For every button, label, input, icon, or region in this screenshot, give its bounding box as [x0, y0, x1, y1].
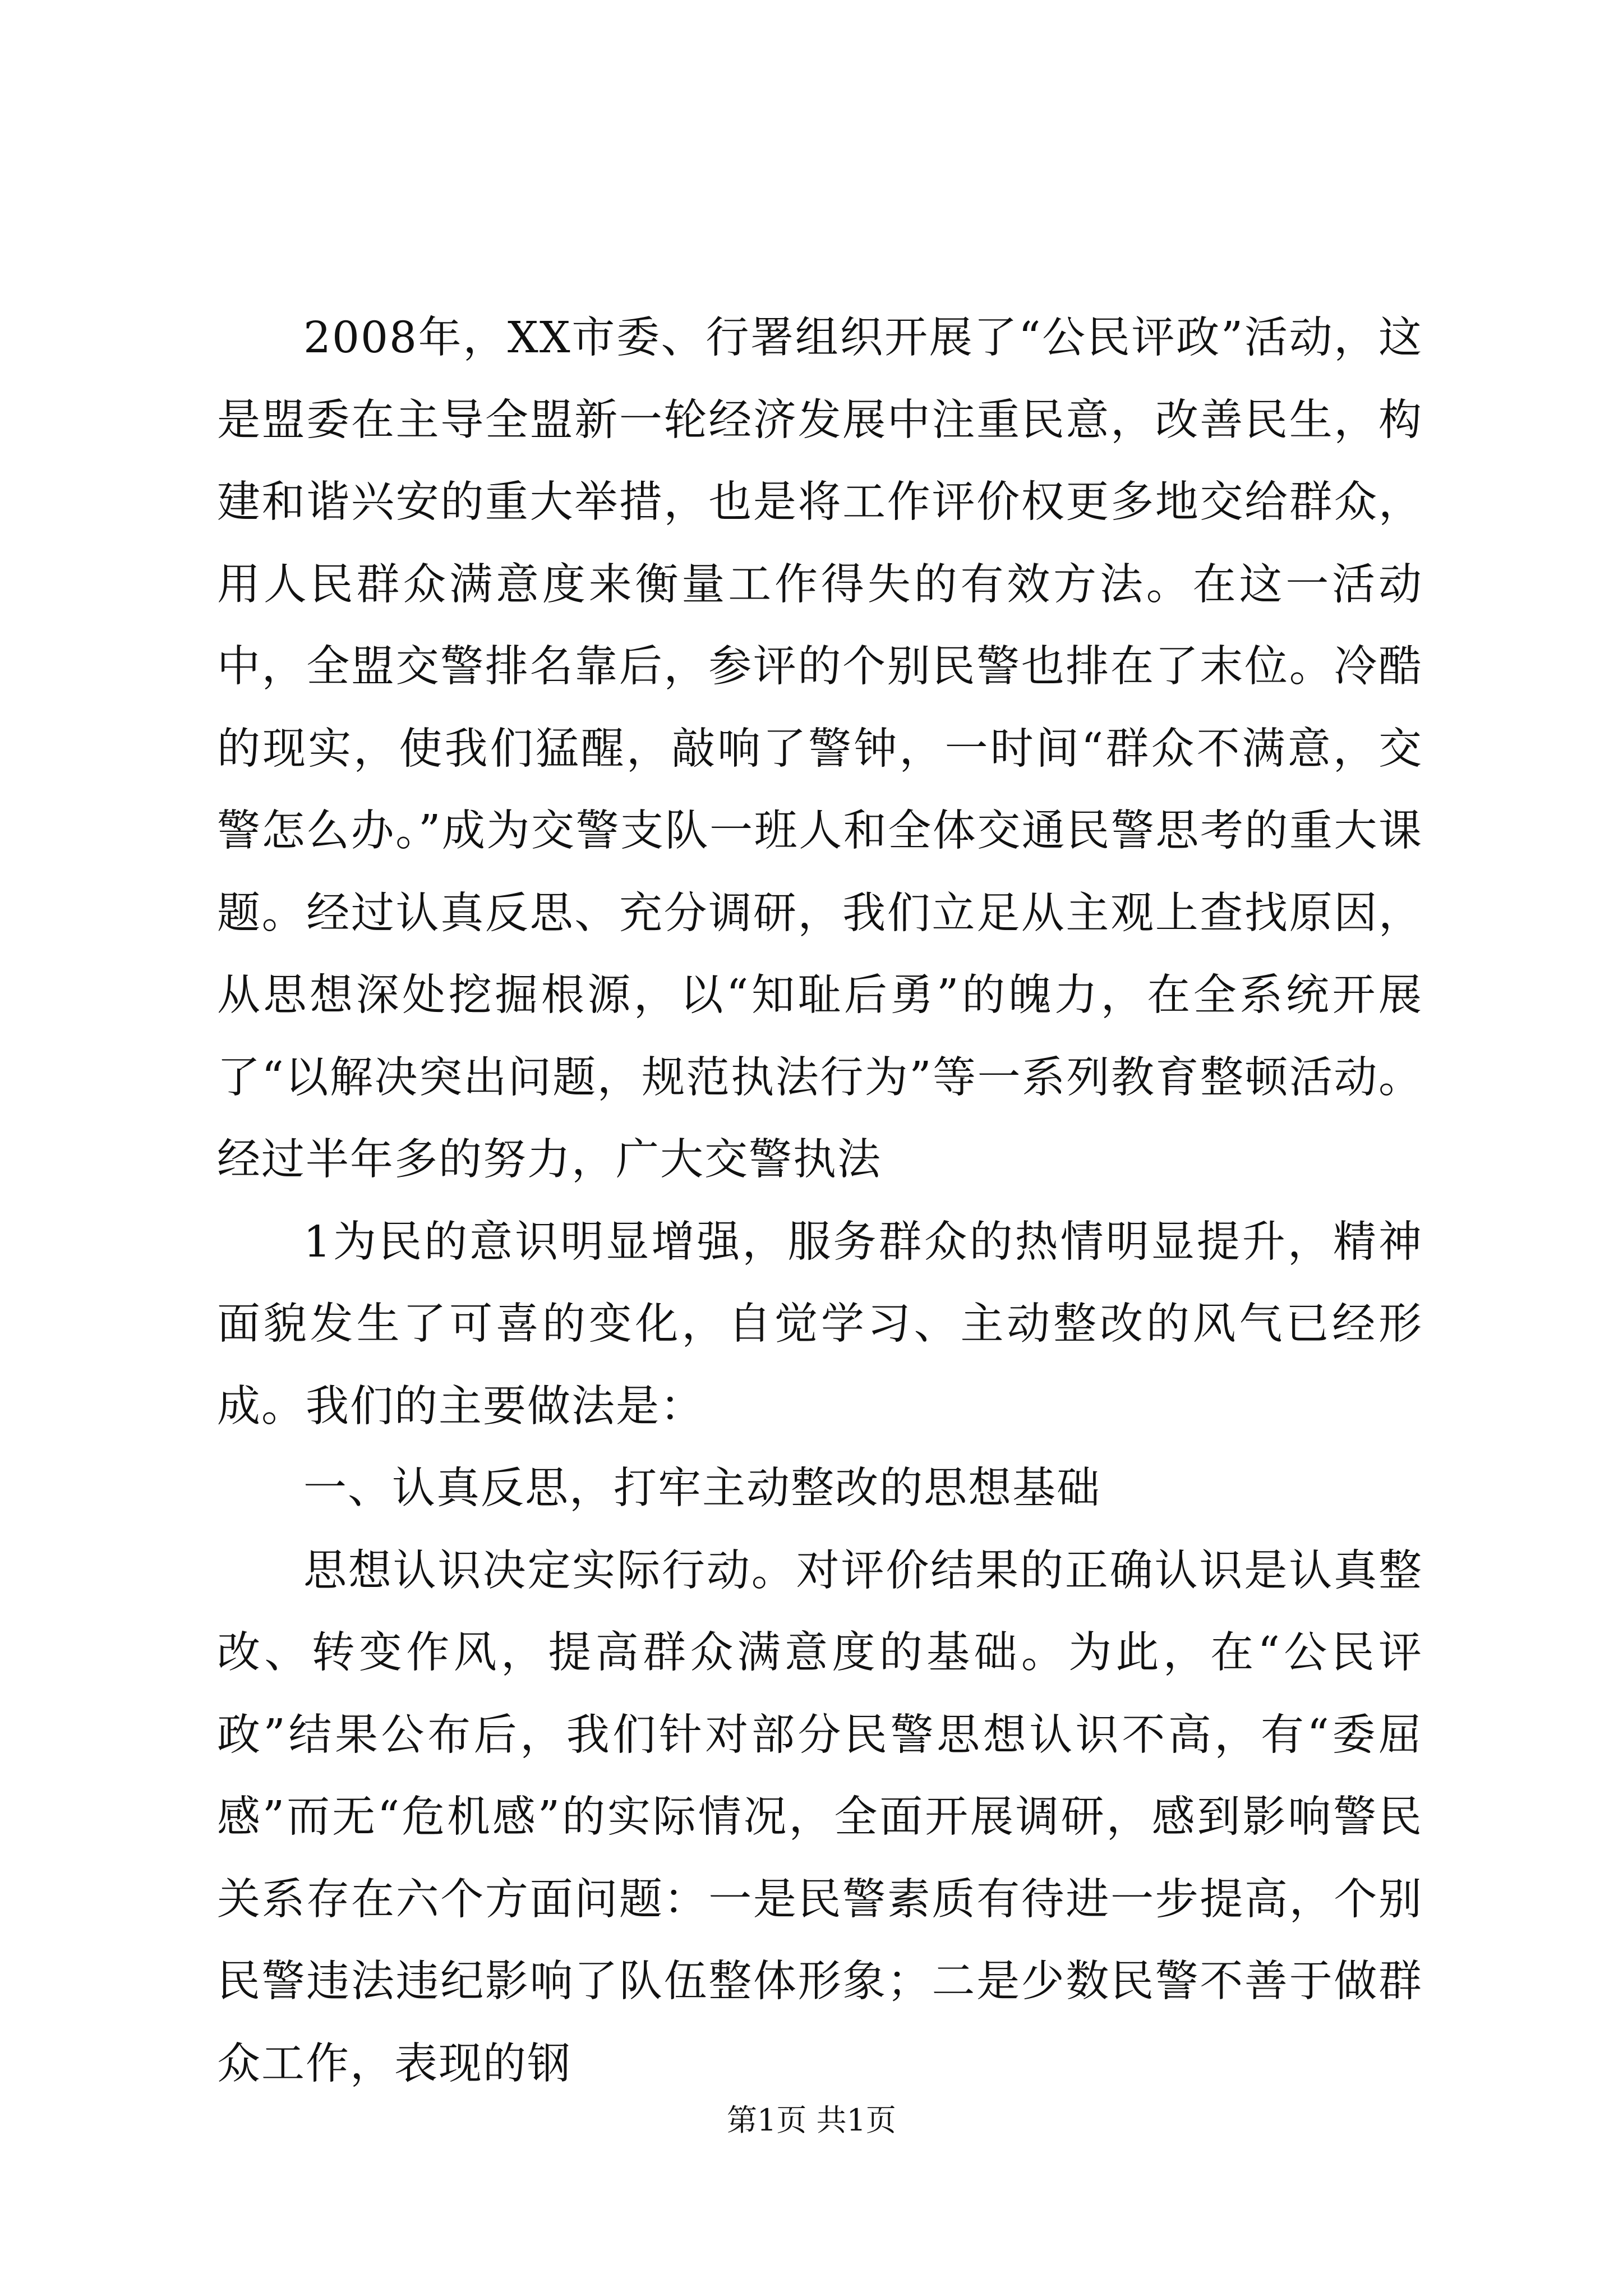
- paragraph-reflection: 思想认识决定实际行动。对评价结果的正确认识是认真整改、转变作风，提高群众满意度的基础。为此，在“公民评政”结果公布后，我们针对部分民警思想认识不高，有“委屈感”而无“危机感”的实际情况，全面开展调研，感到影响警民关系存在六个方面问题：一是民警素质有待进一步提高，个别民警违法违纪影响了队伍整体形象；二是少数民警不善于做群众工作，表现的钢: [217, 1545, 1423, 2089]
- section-heading: 一、认真反思，打牢主动整改的思想基础: [303, 1464, 1101, 1513]
- paragraph-intro: 2008年，XX市委、行署组织开展了“公民评政”活动，这是盟委在主导全盟新一轮经济发展中注重民意，改善民生，构建和谐兴安的重大举措，也是将工作评价权更多地交给群众，用人民群众满意度来衡量工作得失的有效方法。在这一活动中，全盟交警排名靠后，参评的个别民警也排在了末位。冷酷的现实，使我们猛醒，敲响了警钟，一时间“群众不满意，交警怎么办。”成为交警支队一班人和全体交通民警思考的重大课题。经过认真反思、充分调研，我们立足从主观上查找原因，从思想深处挖掘根源，以“知耻后勇”的魄力，在全系统开展了“以解决突出问题，规范执法行为”等一系列教育整顿活动。经过半年多的努力，广大交警执法: [217, 313, 1423, 1185]
- page-footer: 第1页 共1页: [727, 2102, 896, 2138]
- document-body: [217, 297, 1423, 2105]
- paragraph-results: 1为民的意识明显增强，服务群众的热情明显提升，精神面貌发生了可喜的变化，自觉学习、主动整改的风气已经形成。我们的主要做法是：: [217, 1217, 1423, 1432]
